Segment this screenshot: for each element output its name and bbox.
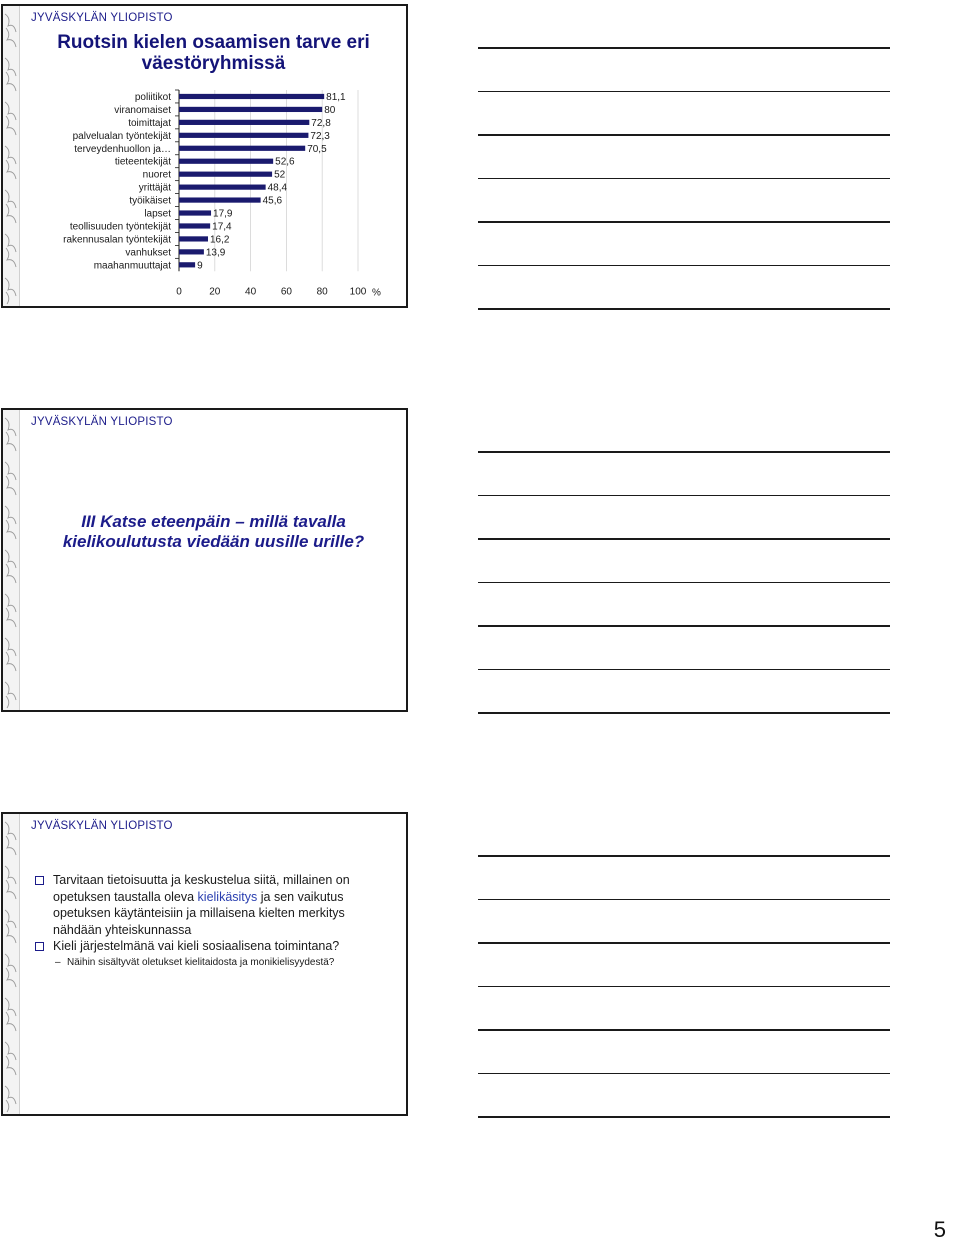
bar <box>179 133 308 138</box>
note-line <box>478 1116 890 1118</box>
bar <box>179 236 208 241</box>
x-tick-label: 0 <box>176 286 182 298</box>
category-label: vanhukset <box>125 247 171 259</box>
note-line <box>478 178 890 180</box>
x-tick-label: 60 <box>280 286 292 298</box>
note-line <box>478 942 890 944</box>
category-label: palvelualan työntekijät <box>72 130 171 142</box>
data-label: 52,6 <box>275 156 295 168</box>
note-line <box>478 91 890 93</box>
slide-3 <box>1 812 408 1116</box>
note-line <box>478 712 890 714</box>
bullet-text-line: opetuksen käytänteisiin ja millaisena kielten merkitys <box>53 906 345 920</box>
note-line <box>478 308 890 310</box>
category-label: tieteentekijät <box>114 156 171 168</box>
data-label: 72,3 <box>310 130 330 142</box>
data-label: 48,4 <box>267 182 288 194</box>
note-line <box>478 1073 890 1075</box>
bullet-text-line: Tarvitaan tietoisuutta ja keskustelua siitä, millainen on <box>53 873 350 887</box>
slide-header: JYVÄSKYLÄN YLIOPISTO <box>31 820 173 832</box>
note-line <box>478 855 890 857</box>
category-label: työikäiset <box>129 195 171 207</box>
ornament-icon <box>3 410 19 710</box>
bar <box>179 262 195 267</box>
bar <box>179 146 305 151</box>
data-label: 17,9 <box>213 208 233 220</box>
bar-chart <box>3 6 406 306</box>
bullet-text: ja sen vaikutus <box>257 889 344 904</box>
category-label: yrittäjät <box>138 182 171 194</box>
slide-title-line-1: Ruotsin kielen osaamisen tarve eri <box>57 32 370 53</box>
data-label: 52 <box>274 169 286 181</box>
note-line <box>478 451 890 453</box>
category-label: poliitikot <box>134 91 171 103</box>
bullet-list <box>35 872 394 970</box>
sub-bullet-text: Näihin sisältyvät oletukset kielitaidosta ja monikielisyydestä? <box>67 956 335 968</box>
bar <box>179 107 322 112</box>
bar <box>179 249 204 254</box>
note-line <box>478 495 890 497</box>
category-label: nuoret <box>142 169 171 181</box>
note-line <box>478 669 890 671</box>
slide-title-line-1: III Katse eteenpäin – millä tavalla <box>81 512 346 531</box>
category-label: rakennusalan työntekijät <box>63 234 171 246</box>
page-number: 5 <box>933 1217 946 1242</box>
x-tick-label: 40 <box>245 286 257 298</box>
bar <box>179 172 272 177</box>
data-label: 70,5 <box>307 143 327 155</box>
category-label: lapset <box>144 208 171 220</box>
slide-header: JYVÄSKYLÄN YLIOPISTO <box>31 12 173 24</box>
category-label: viranomaiset <box>114 104 171 116</box>
bullet-item <box>35 872 394 938</box>
x-tick-label: 80 <box>316 286 328 298</box>
note-line <box>478 265 890 267</box>
note-line <box>478 221 890 223</box>
square-bullet-icon <box>35 876 44 885</box>
data-label: 80 <box>324 104 336 116</box>
slide-1 <box>1 4 408 308</box>
slide-header: JYVÄSKYLÄN YLIOPISTO <box>31 416 173 428</box>
decorative-rail <box>3 410 20 710</box>
x-tick-label: 100 <box>349 286 367 298</box>
bullet-text-line: Kieli järjestelmänä vai kieli sosiaalisena toimintana? <box>53 939 340 953</box>
data-label: 45,6 <box>262 195 283 207</box>
bar <box>179 185 266 190</box>
data-label: 9 <box>197 260 203 272</box>
category-label: toimittajat <box>128 117 171 129</box>
data-label: 72,8 <box>311 117 331 129</box>
category-label: teollisuuden työntekijät <box>69 221 171 233</box>
note-line <box>478 1029 890 1031</box>
ornament-icon <box>3 814 19 1114</box>
bar <box>179 210 211 215</box>
category-label: maahanmuuttajat <box>93 260 171 272</box>
square-bullet-icon <box>35 942 44 951</box>
note-line <box>478 625 890 627</box>
data-label: 17,4 <box>212 221 232 233</box>
dash-bullet: – <box>55 956 61 968</box>
bar <box>179 120 309 125</box>
bullet-text: opetuksen taustalla oleva <box>53 889 198 904</box>
note-line <box>478 986 890 988</box>
note-line <box>478 47 890 49</box>
slide-title-line-2: kielikoulutusta viedään uusille urille? <box>62 532 365 551</box>
slide-title-line-2: väestöryhmissä <box>141 53 286 74</box>
bullet-text-line <box>53 889 394 906</box>
bar <box>179 223 210 228</box>
bar <box>179 197 261 202</box>
bar <box>179 159 273 164</box>
data-label: 81,1 <box>326 91 346 103</box>
bullet-item <box>35 938 394 955</box>
x-tick-label: 20 <box>209 286 221 298</box>
highlighted-term: kielikäsitys <box>197 889 258 904</box>
slide-2 <box>1 408 408 712</box>
note-line <box>478 899 890 901</box>
x-axis-label: % <box>372 287 381 299</box>
note-line <box>478 134 890 136</box>
bullet-text-line: nähdään yhteiskunnassa <box>53 922 192 937</box>
bar <box>179 94 324 99</box>
data-label: 13,9 <box>205 247 226 259</box>
category-label: terveydenhuollon ja… <box>74 143 171 155</box>
slide-title <box>23 512 404 552</box>
decorative-rail <box>3 814 20 1114</box>
note-line <box>478 538 890 540</box>
sub-bullet-item <box>35 956 394 970</box>
note-line <box>478 582 890 584</box>
data-label: 16,2 <box>209 234 230 246</box>
